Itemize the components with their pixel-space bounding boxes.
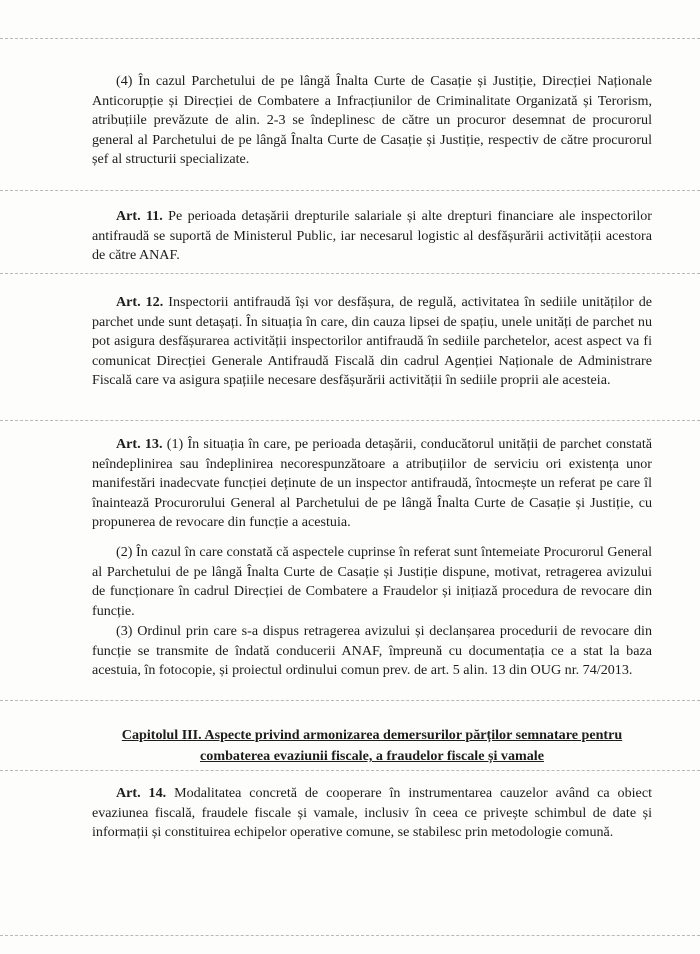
article-12 — [92, 293, 652, 391]
scan-artifact-line — [0, 38, 700, 39]
article-13-para-1 — [92, 435, 652, 533]
paragraph-4-text: (4) În cazul Parchetului de pe lângă Înalta Curte de Casație și Justiție, Direcției Naționale Anticorupție și Direcției de Combatere a Infracțiunilor de Criminalitate Organizată și Terorism, atribuțiile prevăzute de alin. 2-3 se îndeplinesc de către un procuror desemnat de procurorul general al Parchetului de pe lângă Înalta Curte de Casație și Justiție, respectiv de către procurorul șef al structurii specializate. — [92, 73, 652, 167]
article-13-para-2-text: (2) În cazul în care constată că aspectele cuprinse în referat sunt întemeiate Procurorul General al Parchetului de pe lângă Înalta Curte de Casație și Justiție dispune, motivat, retragerea avizului de funcționare în cadrul Direcției de Combatere a Fraudelor și inițiază procedura de revocare din funcție. — [92, 544, 652, 619]
scan-artifact-line — [0, 420, 700, 421]
article-11-text: Pe perioada detașării drepturile salariale și alte drepturi financiare ale inspectorilor antifraudă se suportă de Ministerul Public, iar necesarul logistic al desfășurării activității acestora de către ANAF. — [92, 208, 652, 263]
article-11-number: Art. 11. — [116, 208, 163, 224]
article-13-para-3-text: (3) Ordinul prin care s-a dispus retragerea avizului și declanșarea procedurii de revocare din funcție se transmite de îndată conducerii ANAF, împreună cu documentația ce a stat la baza acestuia, în fotocopie, și proiectul ordinului comun prev. de art. 5 alin. 13 din OUG nr. 74/2013. — [92, 623, 652, 678]
scan-artifact-line — [0, 700, 700, 701]
article-14-text: Modalitatea concretă de cooperare în instrumentarea cauzelor având ca obiect evaziunea fiscală, fraudele fiscale și vamale, inclusiv în ceea ce privește schimbul de date și informații și constituirea echipelor operative comune, se stabilesc prin metodologie comună. — [92, 785, 652, 840]
article-13-para-2 — [92, 543, 652, 621]
article-14 — [92, 784, 652, 843]
scan-artifact-line — [0, 770, 700, 771]
article-13-number: Art. 13. — [116, 436, 163, 452]
article-11 — [92, 207, 652, 266]
scan-artifact-line — [0, 935, 700, 936]
paragraph-4 — [92, 72, 652, 170]
article-12-number: Art. 12. — [116, 294, 164, 310]
article-14-number: Art. 14. — [116, 785, 167, 801]
scan-artifact-line — [0, 273, 700, 274]
scan-artifact-line — [0, 190, 700, 191]
article-13-para-1-text: (1) În situația în care, pe perioada detașării, conducătorul unității de parchet constată neîndeplinirea sau îndeplinirea necorespunzătoare a atribuțiilor de serviciu ori existența unor manifestări inadecvate funcției deținute de un inspector antifraudă, întocmește un referat pe care îl înaintează Procurorului General al Parchetului de pe lângă Înalta Curte de Casație și Justiție, cu propunerea de revocare din funcție a acestuia. — [92, 436, 652, 530]
article-12-text: Inspectorii antifraudă își vor desfășura, de regulă, activitatea în sediile unităților de parchet unde sunt detașați. În situația în care, din cauza lipsei de spațiu, unele unități de parchet nu pot asigura desfășurarea activității inspectorilor antifraudă în sediile parchetelor, acest aspect va fi comunicat Direcției Generale Antifraudă Fiscală din cadrul Agenției Naționale de Administrare Fiscală care va asigura spațiile necesare desfășurării activității în sediile proprii ale acesteia. — [92, 294, 653, 388]
article-13-para-3 — [92, 622, 652, 681]
chapter-3-heading: Capitolul III. Aspecte privind armonizarea demersurilor părților semnatare pentru combaterea evaziunii fiscale, a fraudelor fiscale și vamale — [121, 727, 623, 764]
